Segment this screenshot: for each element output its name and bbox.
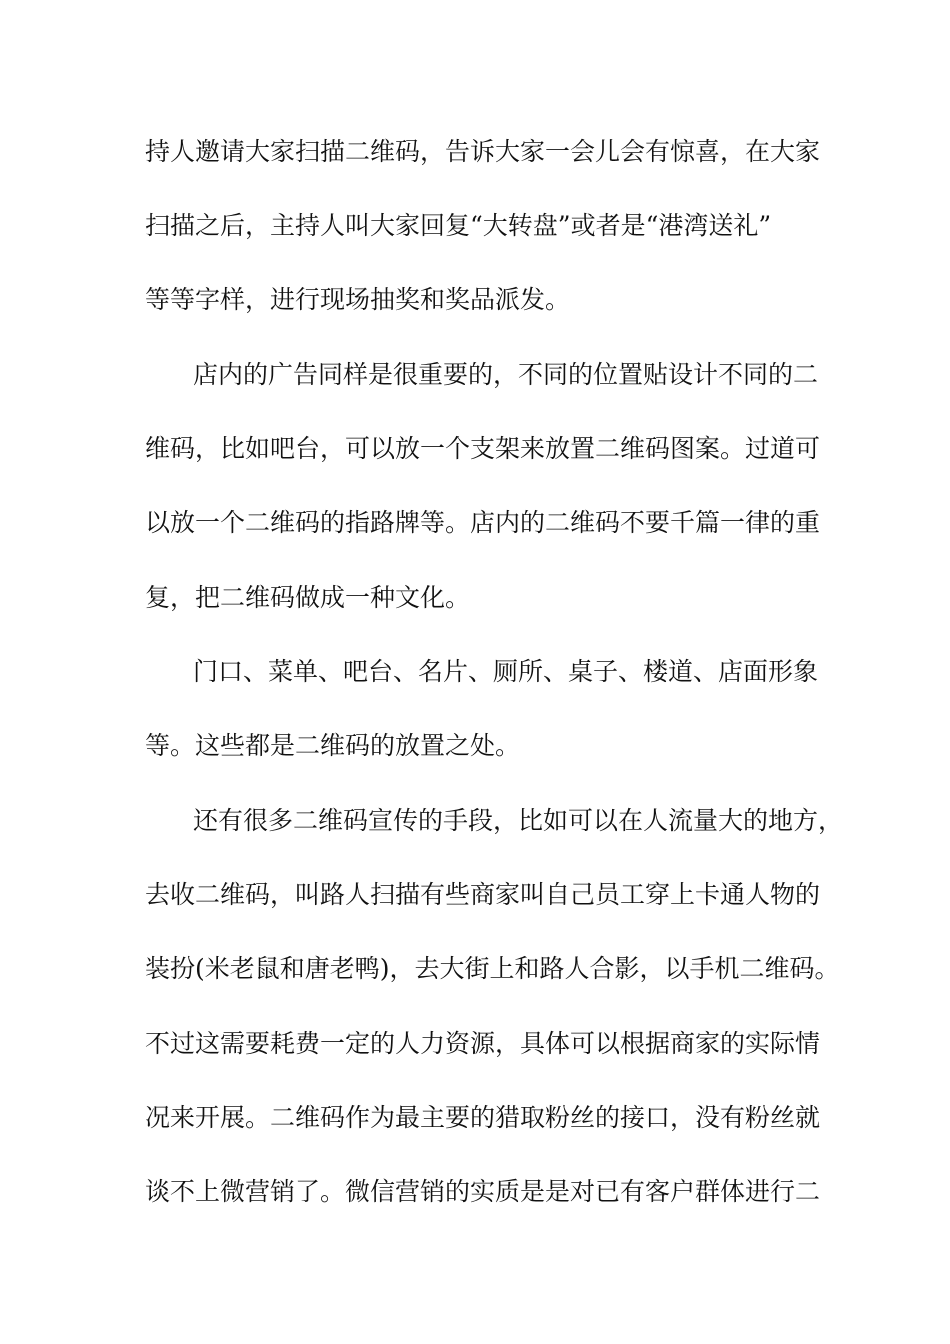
- text-line: 复，把二维码做成一种文化。: [145, 583, 471, 612]
- text-line: 况来开展。二维码作为最主要的猎取粉丝的接口，没有粉丝就: [145, 1103, 821, 1132]
- paragraph-first-line: 门口、菜单、吧台、名片、厕所、桌子、楼道、店面形象: [193, 657, 819, 686]
- text-line: 等。这些都是二维码的放置之处。: [145, 731, 521, 760]
- text-line: 装扮(米老鼠和唐老鸭)，去大街上和路人合影，以手机二维码。: [145, 954, 840, 983]
- text-line: 持人邀请大家扫描二维码，告诉大家一会儿会有惊喜，在大家: [145, 137, 821, 166]
- text-line: 以放一个二维码的指路牌等。店内的二维码不要千篇一律的重: [145, 508, 821, 537]
- paragraph-first-line: 店内的广告同样是很重要的，不同的位置贴设计不同的二: [193, 360, 819, 389]
- text-line: 去收二维码，叫路人扫描有些商家叫自己员工穿上卡通人物的: [145, 880, 821, 909]
- text-line: 不过这需要耗费一定的人力资源，具体可以根据商家的实际情: [145, 1029, 821, 1058]
- text-line: 维码，比如吧台，可以放一个支架来放置二维码图案。过道可: [145, 434, 821, 463]
- text-line: 等等字样，进行现场抽奖和奖品派发。: [145, 285, 571, 314]
- text-line: 谈不上微营销了。微信营销的实质是是对已有客户群体进行二: [145, 1177, 821, 1206]
- paragraph-first-line: 还有很多二维码宣传的手段，比如可以在人流量大的地方，: [193, 806, 844, 835]
- text-line: 扫描之后，主持人叫大家回复“大转盘”或者是“港湾送礼”: [145, 211, 772, 240]
